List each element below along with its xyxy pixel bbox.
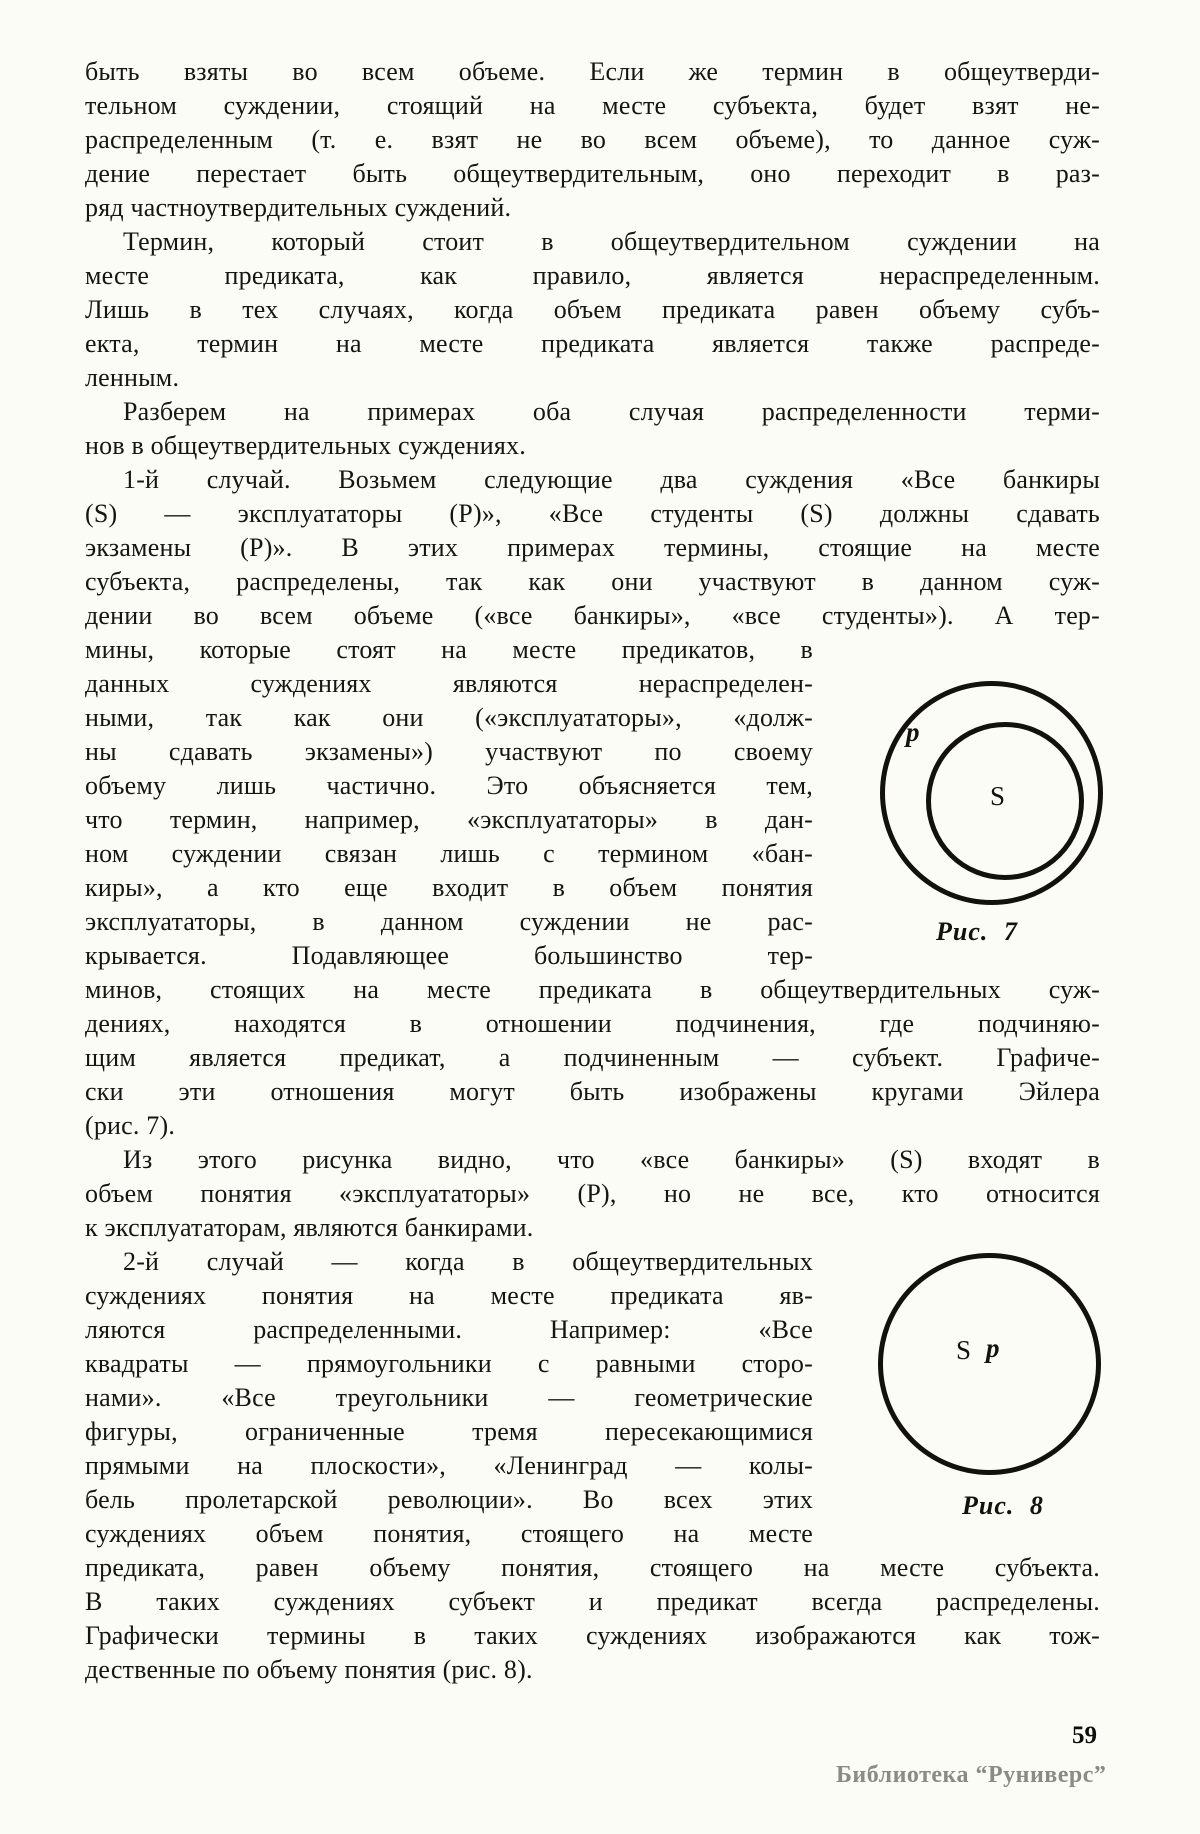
text-line: эксплуататоры, в данном суждении не рас- [85, 907, 813, 936]
text-line: Из этого рисунка видно, что «все банкиры» (S) входят в [123, 1145, 1100, 1174]
text-line: суждениях объем понятия, стоящего на месте [85, 1519, 813, 1548]
text-line: Лишь в тех случаях, когда объем предиката равен объему субъ- [85, 295, 1100, 324]
text-line: объему лишь частично. Это объясняется тем, [85, 771, 813, 800]
text-line: Графически термины в таких суждениях изображаются как тож- [85, 1621, 1100, 1650]
text-line: (S) — эксплуататоры (P)», «Все студенты (S) должны сдавать [85, 499, 1100, 528]
fig7-caption: Рис. 7 [936, 917, 1018, 946]
text-line: данных суждениях являются нераспределен- [85, 669, 813, 698]
text-line: крывается. Подавляющее большинство тер- [85, 941, 813, 970]
text-line: прямыми на плоскости», «Ленинград — колы- [85, 1451, 813, 1480]
text-line: щим является предикат, а подчиненным — субъект. Графиче- [85, 1043, 1100, 1072]
text-line: месте предиката, как правило, является нераспределенным. [85, 261, 1100, 290]
text-line: суждениях понятия на месте предиката яв- [85, 1281, 813, 1310]
text-line: субъекта, распределены, так как они участвуют в данном суж- [85, 567, 1100, 596]
library-watermark: Библиотека “Руниверс” [836, 1762, 1107, 1788]
text-line: ными, так как они («эксплуататоры», «долж- [85, 703, 813, 732]
text-line: ленным. [85, 363, 180, 392]
text-line: дении во всем объеме («все банкиры», «все студенты»). А тер- [85, 601, 1100, 630]
text-section-full [85, 55, 1100, 633]
fig8-label-p: p [986, 1333, 1000, 1363]
euler-diagram-fig7 [880, 681, 1120, 961]
fig7-label-p: p [906, 717, 920, 747]
fig8-label-s: S [956, 1335, 972, 1365]
text-section-full [85, 973, 1100, 1245]
text-line: быть взяты во всем объеме. Если же термин в общеутверди- [85, 57, 1100, 86]
text-line: 2-й случай — когда в общеутвердительных [123, 1247, 813, 1276]
text-line: Разберем на примерах оба случая распределенности терми- [123, 397, 1100, 426]
text-line: дественные по объему понятия (рис. 8). [85, 1655, 533, 1684]
text-line: 1-й случай. Возьмем следующие два суждения «Все банкиры [123, 465, 1100, 494]
text-line: дение перестает быть общеутвердительным, оно переходит в раз- [85, 159, 1100, 188]
text-line: мины, которые стоят на месте предикатов, в [85, 635, 813, 664]
text-line: дениях, находятся в отношении подчинения, где подчиняю- [85, 1009, 1100, 1038]
euler-diagram-fig8 [878, 1253, 1118, 1543]
text-line: квадраты — прямоугольники с равными сторо- [85, 1349, 813, 1378]
text-line: киры», а кто еще входит в объем понятия [85, 873, 813, 902]
text-line: нов в общеутвердительных суждениях. [85, 431, 526, 460]
text-section-full [85, 1551, 1100, 1687]
page-number: 59 [1072, 1722, 1097, 1749]
text-line: бель пролетарской революции». Во всех этих [85, 1485, 813, 1514]
text-line: что термин, например, «эксплуататоры» в дан- [85, 805, 813, 834]
text-line: тельном суждении, стоящий на месте субъекта, будет взят не- [85, 91, 1100, 120]
text-line: к эксплуататорам, являются банкирами. [85, 1213, 534, 1242]
text-line: распределенным (т. е. взят не во всем объеме), то данное суж- [85, 125, 1100, 154]
text-line: ны сдавать экзамены») участвуют по своему [85, 737, 813, 766]
text-line: ряд частноутвердительных суждений. [85, 193, 512, 222]
fig8-caption: Рис. 8 [962, 1491, 1044, 1520]
text-line: Термин, который стоит в общеутвердительном суждении на [123, 227, 1100, 256]
text-line: (рис. 7). [85, 1111, 176, 1140]
text-line: нами». «Все треугольники — геометрические [85, 1383, 813, 1412]
text-line: ном суждении связан лишь с термином «бан- [85, 839, 813, 868]
text-line: предиката, равен объему понятия, стоящего на месте субъекта. [85, 1553, 1100, 1582]
identity-circle-sp [878, 1253, 1101, 1475]
text-line: екта, термин на месте предиката является также распреде- [85, 329, 1100, 358]
text-line: экзамены (P)». В этих примерах термины, стоящие на месте [85, 533, 1100, 562]
text-line: В таких суждениях субъект и предикат всегда распределены. [85, 1587, 1100, 1616]
text-line: ляются распределенными. Например: «Все [85, 1315, 813, 1344]
text-line: минов, стоящих на месте предиката в общеутвердительных суж- [85, 975, 1100, 1004]
text-line: фигуры, ограниченные тремя пересекающимися [85, 1417, 813, 1446]
text-line: ски эти отношения могут быть изображены кругами Эйлера [85, 1077, 1100, 1106]
fig7-label-s: S [990, 781, 1006, 811]
text-line: объем понятия «эксплуататоры» (P), но не все, кто относится [85, 1179, 1100, 1208]
